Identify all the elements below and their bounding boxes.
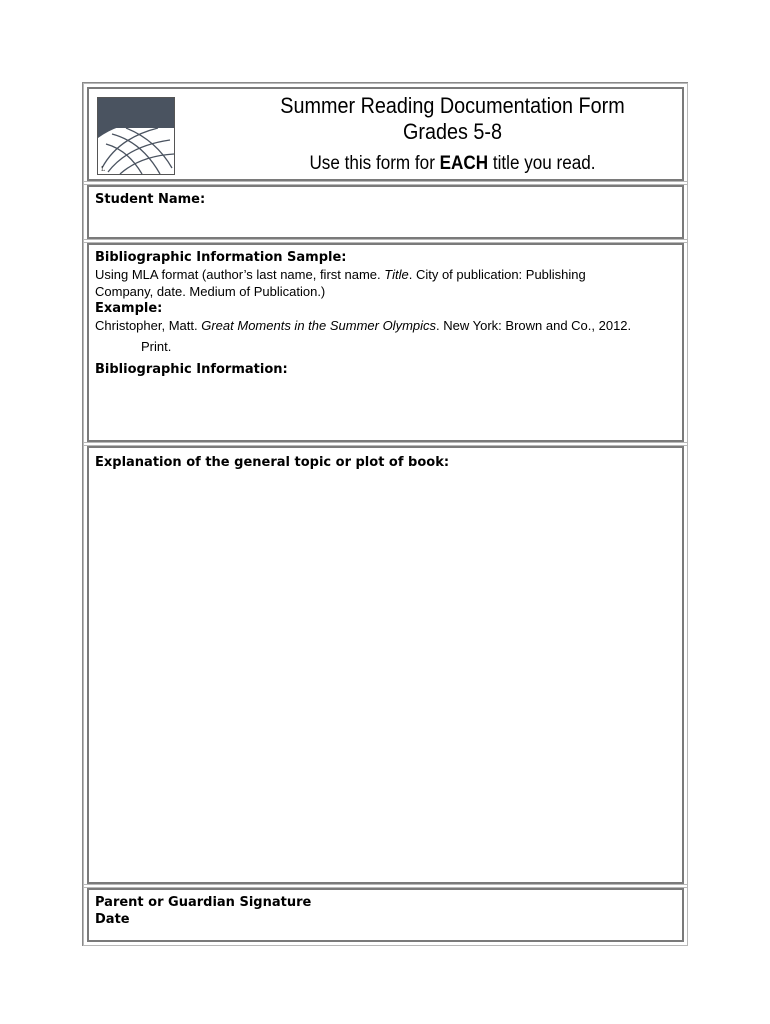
title-block	[229, 93, 676, 177]
bibliographic-info-label[interactable]: Bibliographic Information:	[95, 362, 288, 377]
bibliographic-section	[87, 243, 684, 442]
example-citation: Christopher, Matt. Great Moments in the Summer Olympics. New York: Brown and Co., 2012.	[95, 318, 632, 333]
bibliographic-sample-label: Bibliographic Information Sample:	[95, 250, 347, 265]
mla-format-instructions: Using MLA format (author’s last name, first name. Title. City of publication: Publishing Company, date. Medium of Publication.)	[95, 267, 586, 299]
instruction-text: Use this form for EACH title you read.	[309, 153, 596, 174]
grades-subtitle: Grades 5-8	[402, 119, 503, 144]
school-logo-icon	[97, 97, 175, 175]
form-title: Summer Reading Documentation Form	[280, 93, 625, 118]
explanation-field[interactable]	[87, 446, 684, 884]
student-name-field[interactable]	[87, 185, 684, 239]
guardian-signature-label: Parent or Guardian Signature	[95, 895, 312, 910]
example-medium: Print.	[141, 339, 172, 354]
svg-text:L: L	[101, 166, 105, 173]
signature-section[interactable]	[87, 888, 684, 942]
explanation-label: Explanation of the general topic or plot of book:	[95, 455, 450, 470]
example-label: Example:	[95, 301, 163, 316]
student-name-label: Student Name:	[95, 192, 206, 207]
form-header	[87, 87, 684, 181]
date-label: Date	[95, 912, 130, 927]
